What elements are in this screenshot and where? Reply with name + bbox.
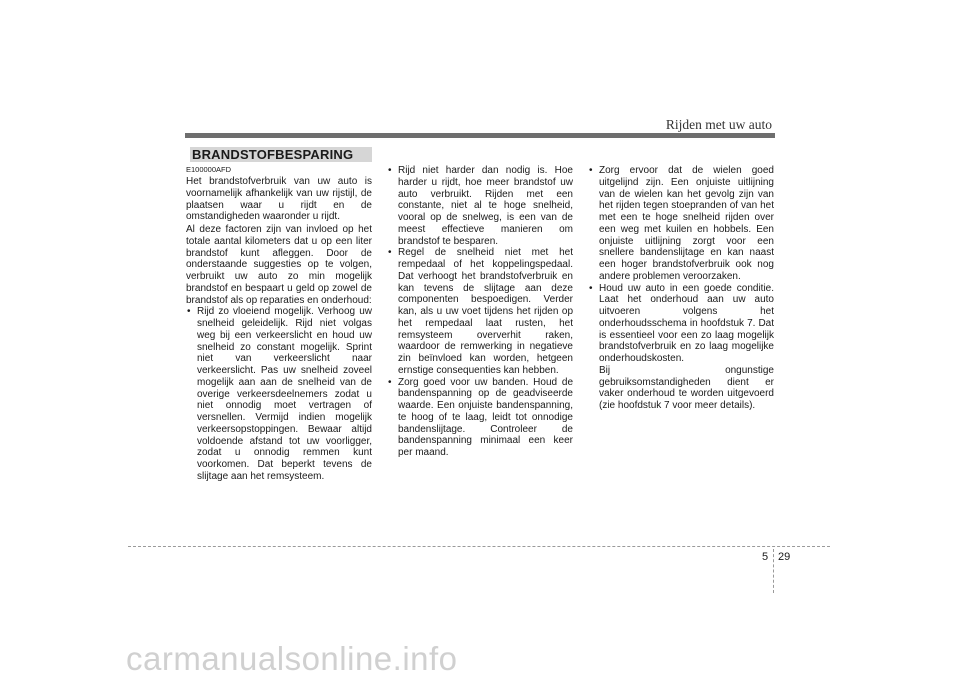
column-2 bbox=[387, 165, 573, 459]
section-title: BRANDSTOFBESPARING bbox=[190, 147, 372, 162]
page-number: 29 bbox=[778, 551, 791, 563]
factors-paragraph: Al deze factoren zijn van invloed op het totale aantal kilometers dat u op een liter brandstof kunt afleggen. Door de onderstaande suggesties op te volgen, verbruikt uw auto zo min mogelijk brandstof en bespaart u geld op zowel de brandstof als op reparaties en onderhoud: bbox=[186, 224, 372, 306]
column-3 bbox=[588, 165, 774, 412]
list-item: • Regel de snelheid niet met het rempedaal of het koppelingspedaal. Dat verhoogt het brandstofverbruik en kan tevens de slijtage aan deze componenten bespoedigen. Verder kan, als u uw voet tijdens het rijden op het rempedaal laat rusten, het remsysteem oververhit raken, waardoor de remwerking in negatieve zin beïnvloed kan worden, hetgeen ernstige consequenties kan hebben. bbox=[387, 247, 573, 376]
list-item: • Zorg ervoor dat de wielen goed uitgelijnd zijn. Een onjuiste uitlijning van de wielen kan het gevolg zijn van het rijden tegen stoepranden of van het met een te hoge snelheid rijden over een weg met kuilen en hobbels. Een onjuiste uitlijning zorgt voor een snellere bandenslijtage en kan naast een hoger brandstofverbruik ook nog andere problemen veroorzaken. bbox=[588, 165, 774, 283]
maintenance-note: Bij ongunstige gebruiksomstandigheden dient er vaker onderhoud te worden uitgevoerd (zie hoofdstuk 7 voor meer details). bbox=[599, 364, 774, 411]
watermark: carmanualsonline.info bbox=[126, 640, 458, 677]
list-item: • Houd uw auto in een goede conditie. Laat het onderhoud aan uw auto uitvoeren volgens het onderhoudsschema in hoofdstuk 7. Dat is essentieel voor een zo laag mogelijk brandstofverbruik en zo laag mogelijke onderhoudskosten. bbox=[588, 283, 774, 365]
chapter-title: Rijden met uw auto bbox=[665, 117, 772, 132]
page-chapter-number: 5 bbox=[762, 551, 769, 563]
tips-list-1 bbox=[186, 306, 372, 482]
list-item: • Rijd zo vloeiend mogelijk. Verhoog uw snelheid geleidelijk. Rijd niet volgas weg bij een verkeerslicht en houd uw snelheid zo constant mogelijk. Sprint niet van verkeerslicht naar verkeerslicht. Pas uw snelheid zoveel mogelijk aan aan de snelheid van de overige verkeersdeelnemers zodat u niet onnodig moet vertragen of versnellen. Vermijd indien mogelijk verkeersopstoppingen. Bewaar altijd voldoende afstand tot uw voorligger, zodat u onnodig remmen kunt voorkomen. Dat beperkt tevens de slijtage aan het remsysteem. bbox=[186, 306, 372, 482]
page-number-separator bbox=[773, 549, 774, 593]
tips-list-2 bbox=[387, 165, 573, 459]
list-item: • Zorg goed voor uw banden. Houd de bandenspanning op de geadviseerde waarde. Een onjuiste bandenspanning, te hoog of te laag, leidt tot onnodige bandenslijtage. Controleer de bandenspanning minimaal een keer per maand. bbox=[387, 377, 573, 459]
section-code: E100000AFD bbox=[186, 165, 232, 174]
column-1 bbox=[186, 164, 372, 483]
footer-rule bbox=[128, 546, 830, 547]
header-rule bbox=[185, 133, 775, 138]
intro-paragraph: Het brandstofverbruik van uw auto is voornamelijk afhankelijk van uw rijstijl, de plaatsen waar u rijdt en de omstandigheden waaronder u rijdt. bbox=[186, 176, 372, 223]
list-item: • Rijd niet harder dan nodig is. Hoe harder u rijdt, hoe meer brandstof uw auto verbruikt. Rijden met een constante, niet al te hoge snelheid, vooral op de snelweg, is een van de meest effectieve manieren om brandstof te besparen. bbox=[387, 165, 573, 247]
tips-list-3 bbox=[588, 165, 774, 365]
